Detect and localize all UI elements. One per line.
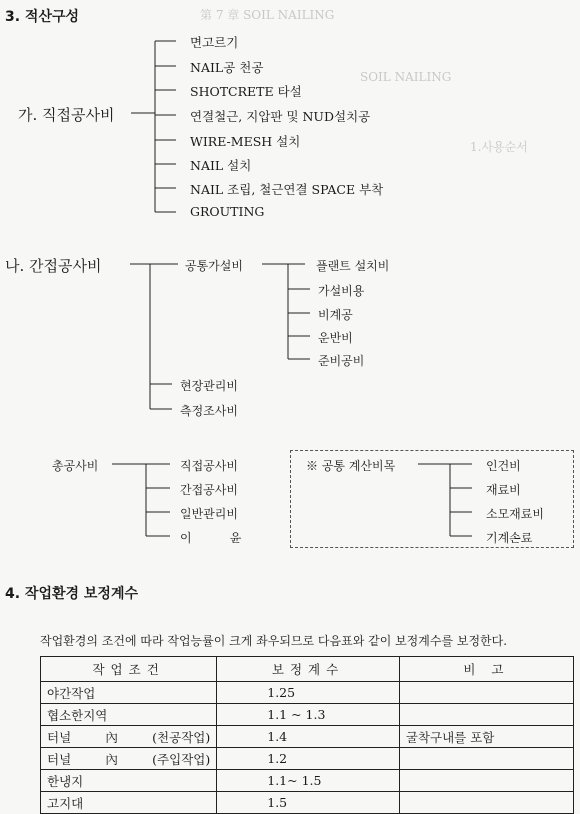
note-cell (399, 748, 573, 770)
note-cell (399, 770, 573, 792)
direct-item: WIRE-MESH 설치 (190, 134, 301, 149)
temp-item: 운반비 (318, 331, 353, 345)
note-cell (399, 682, 573, 704)
condition-cell: 고지대 (41, 792, 217, 814)
direct-item: 면고르기 (190, 35, 239, 50)
total-cost-label: 총공사비 (52, 459, 99, 473)
condition-cell: 야간작업 (41, 682, 217, 704)
table-row (41, 770, 574, 792)
common-item: 기계손료 (486, 531, 533, 545)
factor-cell: 1.1~ 1.5 (217, 770, 400, 792)
direct-item: GROUTING (190, 204, 265, 219)
common-item: 인건비 (486, 459, 521, 473)
indirect-item: 측정조사비 (180, 404, 238, 418)
indirect-item: 현장관리비 (180, 379, 238, 393)
table-row (41, 726, 574, 748)
correction-factor-table (40, 656, 574, 814)
table-row (41, 792, 574, 814)
common-cost-label: ※ 공통 계산비목 (306, 459, 396, 473)
temp-item: 가설비용 (318, 284, 365, 298)
condition-cell: 한냉지 (41, 770, 217, 792)
condition-cell: 협소한지역 (41, 704, 217, 726)
factor-cell: 1.4 (217, 726, 400, 748)
total-item: 직접공사비 (180, 459, 238, 473)
table-row (41, 682, 574, 704)
direct-item: 연결철근, 지압판 및 NUD설치공 (190, 109, 371, 124)
section-3-title: 3. 적산구성 (5, 9, 80, 25)
table-row (41, 748, 574, 770)
note-cell: 굴착구내를 포함 (399, 726, 573, 748)
common-item: 재료비 (486, 483, 521, 497)
temp-item: 비계공 (318, 308, 353, 322)
temp-item: 준비공비 (318, 354, 365, 368)
temp-facility-label: 공통가설비 (185, 259, 243, 273)
total-item: 이 윤 (180, 531, 242, 545)
table-header-row (41, 657, 574, 682)
factor-cell: 1.2 (217, 748, 400, 770)
factor-cell: 1.1 ~ 1.3 (217, 704, 400, 726)
direct-item: NAIL공 천공 (190, 60, 264, 75)
factor-cell: 1.25 (217, 682, 400, 704)
common-item: 소모재료비 (486, 507, 544, 521)
total-item: 간접공사비 (180, 483, 238, 497)
table-header: 작업조건 (41, 657, 217, 682)
table-row (41, 704, 574, 726)
indirect-cost-label: 나. 간접공사비 (5, 257, 102, 275)
table-header: 보정계수 (217, 657, 400, 682)
section-4-intro: 작업환경의 조건에 따라 작업능률이 크게 좌우되므로 다음표와 같이 보정계수를 보정한다. (40, 634, 508, 648)
total-item: 일반관리비 (180, 507, 238, 521)
direct-item: NAIL 설치 (190, 158, 252, 173)
direct-item: NAIL 조립, 철근연결 SPACE 부착 (190, 182, 384, 197)
temp-item: 플랜트 설치비 (316, 259, 390, 273)
note-cell (399, 792, 573, 814)
factor-cell: 1.5 (217, 792, 400, 814)
section-4-title: 4. 작업환경 보정계수 (5, 586, 138, 602)
direct-cost-label: 가. 직접공사비 (18, 106, 115, 124)
direct-item: SHOTCRETE 타설 (190, 84, 302, 99)
condition-cell: 터널內(천공작업) (41, 726, 217, 748)
note-cell (399, 704, 573, 726)
condition-cell: 터널內(주입작업) (41, 748, 217, 770)
table-header: 비 고 (399, 657, 573, 682)
